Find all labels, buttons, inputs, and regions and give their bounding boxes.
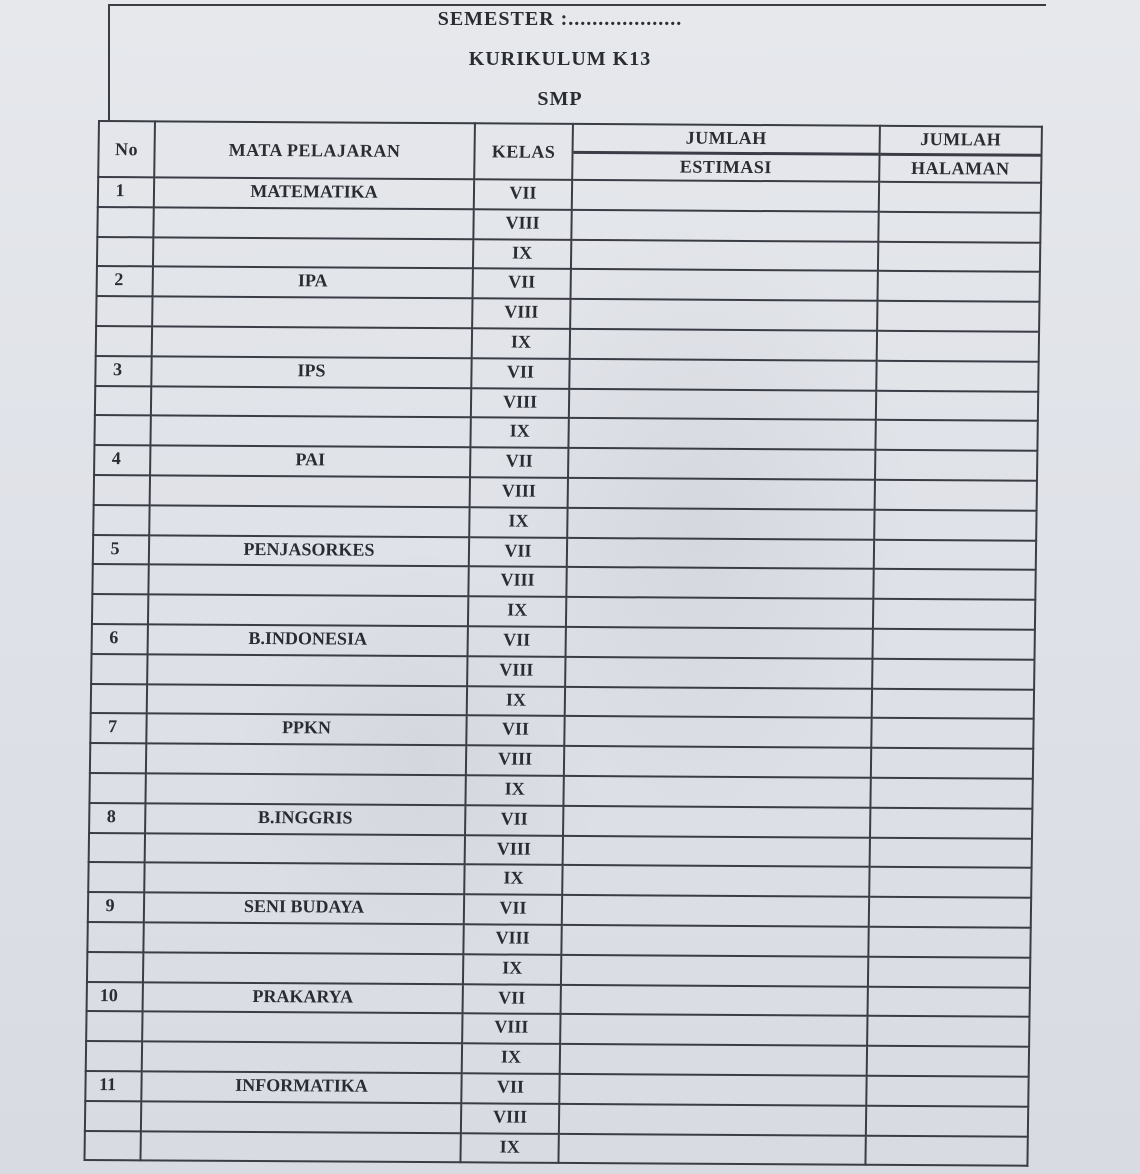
cell-class: VIII: [467, 656, 565, 686]
cell-pages-empty[interactable]: [866, 1076, 1028, 1107]
cell-estimate-empty[interactable]: [563, 776, 870, 808]
cell-subject: [142, 1012, 462, 1044]
cell-no: [87, 982, 143, 1012]
cell-subject: INFORMATIKA: [141, 1071, 461, 1103]
cell-pages-empty[interactable]: [874, 539, 1036, 570]
cell-class: VII: [474, 179, 572, 209]
cell-class: VII: [471, 358, 569, 388]
cell-subject: [153, 237, 473, 269]
subject-number: 5: [110, 537, 120, 558]
cell-estimate-empty[interactable]: [563, 806, 870, 838]
cell-estimate-empty[interactable]: [568, 448, 875, 480]
table-row: [84, 1130, 1027, 1166]
col-header-subject: MATA PELAJARAN: [154, 121, 475, 179]
cell-pages-empty[interactable]: [867, 1046, 1029, 1077]
cell-class: IX: [462, 1043, 560, 1073]
cell-pages-empty[interactable]: [876, 361, 1038, 392]
cell-subject: [145, 773, 465, 805]
cell-class: VIII: [470, 477, 568, 507]
cell-subject: [143, 922, 463, 954]
cell-pages-empty[interactable]: [875, 480, 1037, 511]
cell-subject: B.INGGRIS: [145, 803, 465, 835]
cell-estimate-empty[interactable]: [566, 627, 873, 659]
cell-class: VIII: [468, 567, 566, 597]
cell-estimate-empty[interactable]: [568, 478, 875, 510]
cell-pages-empty[interactable]: [875, 450, 1037, 481]
cell-subject: [140, 1131, 460, 1163]
cell-pages-empty[interactable]: [872, 659, 1034, 690]
cell-no: [94, 475, 150, 505]
subject-number: 6: [109, 627, 119, 648]
cell-no: [96, 296, 152, 326]
cell-estimate-empty[interactable]: [565, 657, 872, 689]
cell-subject: [146, 743, 466, 775]
cell-no: [88, 862, 144, 892]
cell-pages-empty[interactable]: [870, 778, 1032, 809]
cell-pages-empty[interactable]: [879, 182, 1041, 213]
cell-subject: [149, 505, 469, 537]
cell-estimate-empty[interactable]: [560, 1014, 867, 1046]
cell-class: VIII: [471, 388, 569, 418]
cell-no: [84, 1130, 140, 1160]
cell-no: [86, 1011, 142, 1041]
cell-class: VIII: [472, 298, 570, 328]
cell-subject: SENI BUDAYA: [144, 892, 464, 924]
cell-pages-empty[interactable]: [870, 807, 1032, 838]
cell-class: VII: [473, 269, 571, 299]
cell-subject: [148, 565, 468, 597]
subject-number: 4: [111, 448, 121, 469]
col-header-class: KELAS: [474, 123, 573, 180]
subject-number: 1: [115, 180, 125, 201]
cell-subject: [150, 475, 470, 507]
col-header-pages: [879, 126, 1042, 183]
cell-no: [95, 356, 151, 386]
subject-table: [83, 120, 1042, 1167]
cell-estimate-empty[interactable]: [570, 299, 877, 331]
cell-no: [89, 833, 145, 863]
cell-pages-empty[interactable]: [870, 837, 1032, 868]
cell-subject: [141, 1101, 461, 1133]
cell-no: [86, 1041, 142, 1071]
cell-estimate-empty[interactable]: [569, 359, 876, 391]
cell-no: [93, 535, 149, 565]
cell-no: [95, 386, 151, 416]
cell-class: IX: [469, 507, 567, 537]
cell-no: [85, 1101, 141, 1131]
cell-no: [96, 326, 152, 356]
cell-subject: [152, 297, 472, 329]
cell-estimate-empty[interactable]: [558, 1133, 865, 1165]
cell-no: [93, 505, 149, 535]
cell-estimate-empty[interactable]: [564, 746, 871, 778]
cell-no: [89, 773, 145, 803]
cell-pages-empty[interactable]: [875, 420, 1037, 451]
cell-estimate-empty[interactable]: [560, 1044, 867, 1076]
cell-estimate-empty[interactable]: [568, 418, 875, 450]
cell-class: IX: [465, 775, 563, 805]
cell-subject: [143, 952, 463, 984]
cell-no: [97, 207, 153, 237]
cell-class: VII: [466, 716, 564, 746]
cell-no: [90, 713, 146, 743]
cell-class: VII: [469, 537, 567, 567]
cell-no: [87, 952, 143, 982]
cell-class: IX: [468, 596, 566, 626]
cell-estimate-empty[interactable]: [572, 180, 879, 212]
cell-pages-empty[interactable]: [871, 748, 1033, 779]
cell-pages-empty[interactable]: [873, 569, 1035, 600]
cell-pages-empty[interactable]: [871, 718, 1033, 749]
subject-number: 11: [98, 1073, 117, 1095]
cell-class: IX: [464, 865, 562, 895]
cell-estimate-empty[interactable]: [567, 537, 874, 569]
cell-pages-empty[interactable]: [873, 599, 1035, 630]
cell-pages-empty[interactable]: [868, 986, 1030, 1017]
cell-no: [92, 564, 148, 594]
cell-class: IX: [467, 686, 565, 716]
cell-class: VII: [465, 805, 563, 835]
col-header-pages-top: JUMLAH: [881, 127, 1041, 156]
cell-estimate-empty[interactable]: [570, 329, 877, 361]
cell-estimate-empty[interactable]: [559, 1104, 866, 1136]
cell-class: VII: [470, 447, 568, 477]
cell-subject: PRAKARYA: [143, 982, 463, 1014]
cell-no: [97, 266, 153, 296]
curriculum-title: KURIKULUM K13: [468, 48, 652, 70]
cell-class: VIII: [473, 209, 571, 239]
col-header-estimate-top: JUMLAH: [574, 125, 879, 155]
cell-estimate-empty[interactable]: [561, 925, 868, 957]
cell-subject: [150, 416, 470, 448]
cell-subject: IPA: [153, 267, 473, 299]
cell-estimate-empty[interactable]: [562, 895, 869, 927]
cell-pages-empty[interactable]: [865, 1135, 1027, 1166]
col-header-estimate: [572, 124, 880, 182]
cell-class: IX: [470, 418, 568, 448]
school-level: SMP: [537, 88, 583, 110]
cell-estimate-empty[interactable]: [565, 686, 872, 718]
subject-number: 2: [114, 269, 124, 290]
cell-subject: PENJASORKES: [149, 535, 469, 567]
cell-subject: MATEMATIKA: [154, 177, 474, 209]
cell-subject: [152, 326, 472, 358]
cell-subject: [145, 833, 465, 865]
cell-class: VIII: [466, 745, 564, 775]
cell-subject: B.INDONESIA: [148, 624, 468, 656]
table-body: [84, 177, 1041, 1166]
cell-class: VIII: [465, 835, 563, 865]
cell-estimate-empty[interactable]: [563, 835, 870, 867]
cell-pages-empty[interactable]: [868, 927, 1030, 958]
cell-estimate-empty[interactable]: [571, 210, 878, 242]
cell-no: [88, 892, 144, 922]
subject-number: 8: [106, 805, 116, 826]
cell-estimate-empty[interactable]: [564, 716, 871, 748]
cell-pages-empty[interactable]: [866, 1105, 1028, 1136]
cell-class: VII: [463, 984, 561, 1014]
cell-no: [91, 654, 147, 684]
cell-no: [94, 445, 150, 475]
cell-subject: [144, 863, 464, 895]
cell-no: [89, 803, 145, 833]
cell-subject: [142, 1041, 462, 1073]
cell-subject: PAI: [150, 446, 470, 478]
cell-pages-empty[interactable]: [872, 688, 1034, 719]
cell-class: VII: [468, 626, 566, 656]
col-header-pages-bottom: HALAMAN: [910, 157, 1010, 179]
cell-no: [92, 594, 148, 624]
semester-line: SEMESTER :...................: [437, 8, 683, 30]
cell-estimate-empty[interactable]: [571, 269, 878, 301]
cell-estimate-empty[interactable]: [569, 388, 876, 420]
cell-pages-empty[interactable]: [874, 510, 1036, 541]
cell-pages-empty[interactable]: [867, 1016, 1029, 1047]
cell-no: [98, 177, 154, 207]
cell-class: IX: [463, 954, 561, 984]
cell-pages-empty[interactable]: [877, 331, 1039, 362]
cell-no: [92, 624, 148, 654]
subject-number: 9: [105, 895, 115, 916]
cell-no: [87, 922, 143, 952]
cell-subject: PPKN: [146, 714, 466, 746]
cell-pages-empty[interactable]: [878, 212, 1040, 243]
cell-subject: [153, 207, 473, 239]
cell-no: [85, 1071, 141, 1101]
cell-class: VIII: [462, 1014, 560, 1044]
cell-class: IX: [473, 239, 571, 269]
cell-estimate-empty[interactable]: [566, 567, 873, 599]
cell-no: [91, 684, 147, 714]
cell-no: [94, 415, 150, 445]
cell-class: VIII: [463, 924, 561, 954]
cell-no: [90, 743, 146, 773]
cell-subject: [147, 684, 467, 716]
cell-pages-empty[interactable]: [878, 241, 1040, 272]
cell-class: VII: [461, 1073, 559, 1103]
cell-estimate-empty[interactable]: [571, 239, 878, 271]
cell-pages-empty[interactable]: [868, 956, 1030, 987]
cell-pages-empty[interactable]: [877, 271, 1039, 302]
cell-estimate-empty[interactable]: [561, 984, 868, 1016]
cell-subject: [151, 386, 471, 418]
cell-estimate-empty[interactable]: [566, 597, 873, 629]
cell-pages-empty[interactable]: [872, 629, 1034, 660]
cell-class: VIII: [461, 1103, 559, 1133]
subject-number: 3: [112, 358, 123, 379]
cell-class: IX: [472, 328, 570, 358]
subject-number: 7: [107, 716, 118, 737]
cell-subject: [147, 654, 467, 686]
cell-estimate-empty[interactable]: [567, 508, 874, 540]
cell-pages-empty[interactable]: [877, 301, 1039, 332]
cell-estimate-empty[interactable]: [562, 865, 869, 897]
cell-pages-empty[interactable]: [869, 897, 1031, 928]
cell-estimate-empty[interactable]: [559, 1074, 866, 1106]
cell-no: [97, 237, 153, 267]
col-header-no: No: [98, 121, 155, 177]
cell-estimate-empty[interactable]: [561, 955, 868, 987]
form-header: [108, 4, 1046, 122]
cell-class: IX: [460, 1133, 558, 1163]
cell-subject: IPS: [151, 356, 471, 388]
col-header-estimate-bottom: ESTIMASI: [679, 156, 773, 177]
cell-pages-empty[interactable]: [876, 390, 1038, 421]
subject-number: 10: [99, 984, 118, 1005]
cell-class: VII: [464, 894, 562, 924]
table-header-row: [98, 121, 1042, 183]
cell-pages-empty[interactable]: [869, 867, 1031, 898]
cell-subject: [148, 594, 468, 626]
